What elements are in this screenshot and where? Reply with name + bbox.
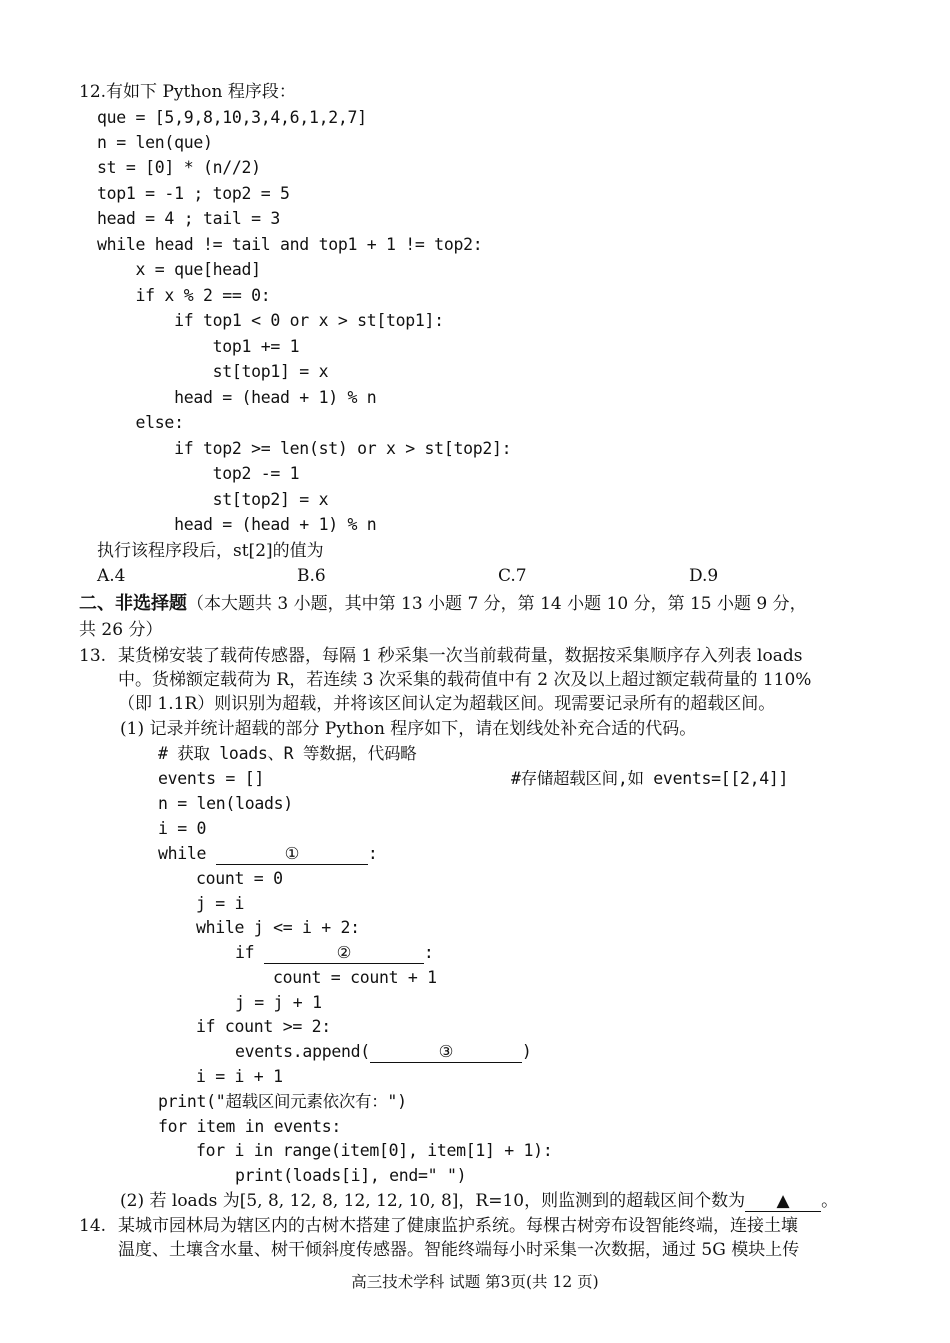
code-line: if count >= 2: (196, 1017, 331, 1036)
code-line: while head != tail and top1 + 1 != top2: (97, 235, 483, 254)
close-paren: ) (521, 1042, 532, 1061)
code-line: print(loads[i], end=" ") (235, 1166, 467, 1185)
code-line: if x % 2 == 0: (97, 286, 271, 305)
code-line: j = j + 1 (235, 993, 322, 1012)
code-line: top2 -= 1 (97, 464, 300, 483)
code-line: head = (head + 1) % n (97, 515, 377, 534)
code-line: else: (97, 413, 184, 432)
q13-part1: (1) 记录并统计超载的部分 Python 程序如下，请在划线处补充合适的代码。 (120, 719, 697, 739)
code-line: head = 4 ; tail = 3 (97, 209, 281, 228)
option-c[interactable]: C.7 (498, 566, 527, 586)
colon: : (423, 943, 434, 962)
page-footer: 高三技术学科 试题 第3页(共 12 页) (351, 1273, 599, 1291)
code-line: st = [0] * (n//2) (97, 158, 261, 177)
code-line: while j <= i + 2: (196, 918, 360, 937)
q12-heading: 12.有如下 Python 程序段： (79, 82, 296, 102)
code-line: n = len(que) (97, 133, 213, 152)
code-line: head = (head + 1) % n (97, 388, 377, 407)
option-a[interactable]: A.4 (97, 566, 126, 586)
q13-stem-line: （即 1.1R）则识别为超载，并将该区间认定为超载区间。现需要记录所有的超载区间。 (118, 694, 776, 714)
section2-desc: （本大题共 3 小题，其中第 13 小题 7 分，第 14 小题 10 分，第 15 小题 9 分， (187, 594, 807, 614)
append-call: events.append( (235, 1042, 370, 1061)
q13-part2 (120, 1190, 838, 1212)
code-line: if top2 >= len(st) or x > st[top2]: (97, 439, 512, 458)
q14-stem-line: 温度、土壤含水量、树干倾斜度传感器。智能终端每小时采集一次数据，通过 5G 模块上传 (118, 1240, 800, 1260)
code-line: count = count + 1 (273, 968, 437, 987)
blank-4[interactable]: ▲ (745, 1191, 821, 1212)
q14-number: 14. (79, 1216, 107, 1236)
colon: : (367, 844, 378, 863)
code-line: j = i (196, 894, 245, 913)
code-comment: # 获取 loads、R 等数据，代码略 (158, 744, 417, 763)
blank-3[interactable]: ③ (370, 1042, 522, 1063)
code-line: top1 = -1 ; top2 = 5 (97, 184, 290, 203)
code-line: i = i + 1 (196, 1067, 283, 1086)
code-line: for i in range(item[0], item[1] + 1): (196, 1141, 553, 1160)
code-line: st[top1] = x (97, 362, 329, 381)
option-b[interactable]: B.6 (297, 566, 326, 586)
code-line: st[top2] = x (97, 490, 329, 509)
code-line: i = 0 (158, 819, 207, 838)
code-line-if (235, 942, 434, 964)
code-line: x = que[head] (97, 260, 261, 279)
part2-text: (2) 若 loads 为[5, 8, 12, 8, 12, 12, 10, 8]，R=10，则监测到的超载区间个数为 (120, 1191, 746, 1211)
code-line: que = [5,9,8,10,3,4,6,1,2,7] (97, 108, 367, 127)
q12-question: 执行该程序段后，st[2]的值为 (97, 541, 324, 561)
q13-stem-line: 某货梯安装了载荷传感器，每隔 1 秒采集一次当前载荷量，数据按采集顺序存入列表 loads (118, 646, 803, 666)
q13-number: 13. (79, 646, 107, 666)
if-keyword: if (235, 943, 264, 962)
section2-header (79, 593, 807, 615)
code-line: top1 += 1 (97, 337, 300, 356)
code-comment: #存储超载区间,如 events=[[2,4]] (511, 769, 789, 788)
q14-stem-line: 某城市园林局为辖区内的古树木搭建了健康监护系统。每棵古树旁布设智能终端，连接土壤 (118, 1216, 798, 1236)
code-line-while (158, 843, 377, 865)
option-d[interactable]: D.9 (689, 566, 719, 586)
section2-desc-cont: 共 26 分） (79, 620, 163, 640)
code-line-append (235, 1041, 532, 1063)
period: 。 (821, 1191, 839, 1211)
code-line: for item in events: (158, 1117, 342, 1136)
q13-stem-line: 中。货梯额定载荷为 R，若连续 3 次采集的载荷值中有 2 次及以上超过额定载荷量的 110% (118, 670, 812, 690)
code-line: if top1 < 0 or x > st[top1]: (97, 311, 444, 330)
while-keyword: while (158, 844, 216, 863)
blank-2[interactable]: ② (264, 943, 424, 964)
section2-title: 二、非选择题 (79, 593, 187, 614)
code-line: print("超载区间元素依次有：") (158, 1092, 407, 1111)
code-line: n = len(loads) (158, 794, 293, 813)
code-line: count = 0 (196, 869, 283, 888)
code-line: events = [] (158, 769, 264, 788)
blank-1[interactable]: ① (216, 844, 368, 865)
